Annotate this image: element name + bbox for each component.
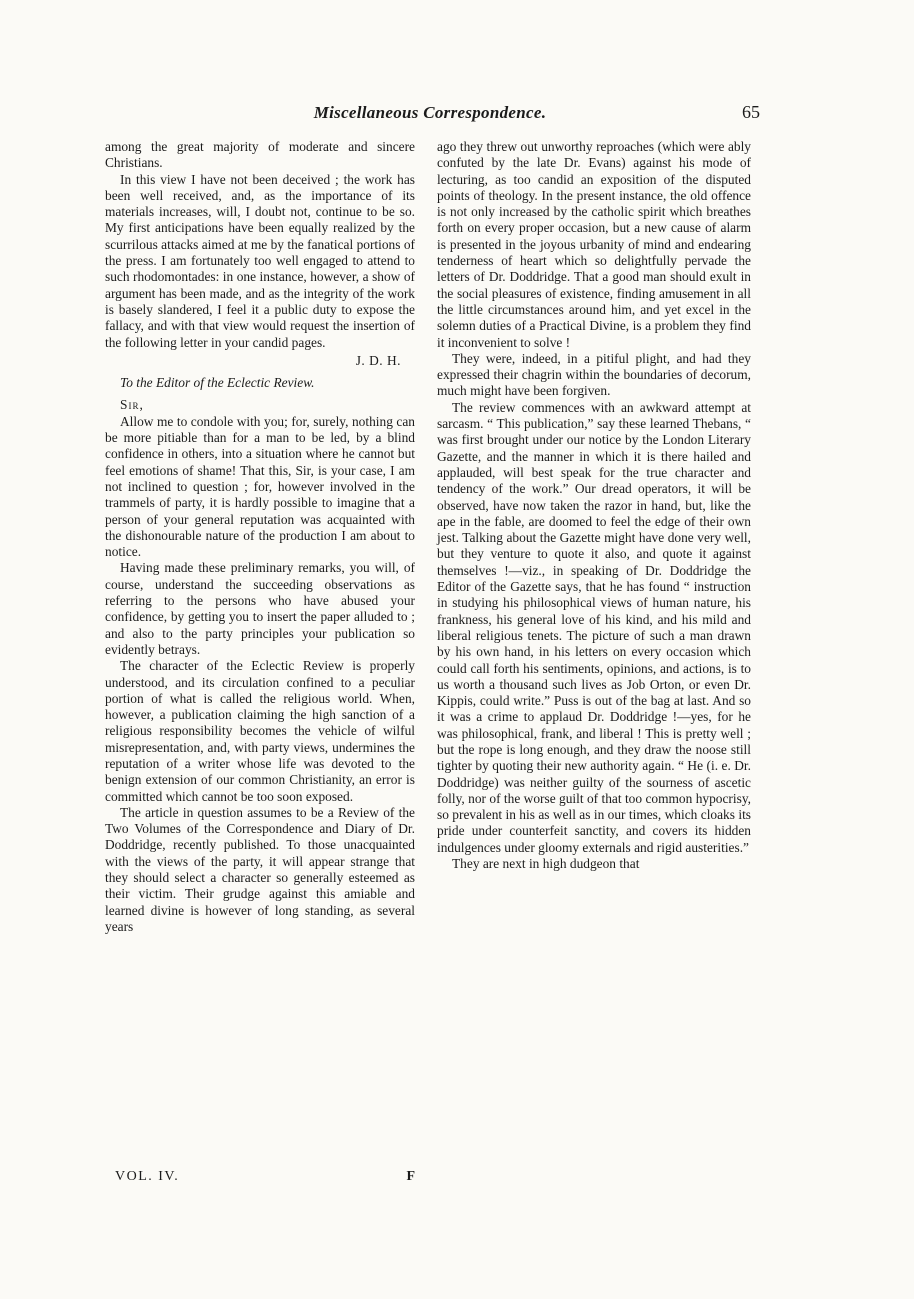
paragraph: Having made these preliminary remarks, you will, of course, understand the succeeding observations as referring to the persons who have abused your confidence, by getting you to insert the paper alluded to ; and also to the party principles your publication so evidently betrays. [105, 560, 415, 657]
left-column [105, 139, 415, 935]
paragraph: In this view I have not been deceived ; the work has been well received, and, as the importance of its materials increases, will, I doubt not, continue to be so. My first anticipations have been equally realized by the scurrilous attacks aimed at me by the fanatical portions of the press. I am fortunately too well engaged to attend to such rhodomontades: in one instance, however, a show of argument has been made, and as the integrity of the work is basely slandered, I feel it a public duty to expose the fallacy, and with that view would request the insertion of the following letter in your candid pages. [105, 171, 415, 350]
paragraph: The character of the Eclectic Review is properly understood, and its circulation confined to a peculiar portion of what is called the religious world. When, however, a publication claiming the high sanction of a religious responsibility becomes the vehicle of wilful misrepresentation, and, with party views, undermines the reputation of a writer whose life was devoted to the benign extension of our common Christianity, an error is committed which cannot be too soon exposed. [105, 658, 415, 804]
page-footer [105, 1169, 415, 1189]
paragraph-continued: ago they threw out unworthy reproaches (which were ably confuted by the late Dr. Evans) against his mode of lecturing, as too candid an exposition of the disputed points of theology. In the present instance, the old offence is not only increased by the catholic spirit which breathes forth on every proper occasion, but a new cause of alarm is presented in the joyous urbanity of mind and endearing tenderness of heart which so delightfully pervade the letters of Dr. Doddridge. That a good man should exult in the social pleasures of existence, finding amusement in all the little circumstances around him, and yet excel in the solemn duties of a Practical Divine, is a problem they find it inconvenient to solve ! [437, 139, 751, 350]
paragraph: The article in question assumes to be a Review of the Two Volumes of the Correspondence and Diary of Dr. Doddridge, recently published. To those unacquainted with the views of the party, it will appear strange that they should select a character so generally esteemed as their victim. Their grudge against this amiable and learned divine is however of long standing, as several years [105, 804, 415, 934]
paragraph-continued: among the great majority of moderate and sincere Christians. [105, 139, 415, 171]
volume-label: VOL. IV. [115, 1169, 180, 1184]
signature-mark: F [406, 1169, 415, 1184]
right-column [437, 139, 751, 872]
author-signature: J. D. H. [355, 352, 401, 368]
paragraph: The review commences with an awkward attempt at sarcasm. “ This publication,” say these learned Thebans, “ was first brought under our notice by the London Literary Gazette, and the manner in which it is there hailed and applauded, will best speak for the true character and tendency of the work.” Our dread operators, it will be observed, have now taken the razor in hand, but, like the ape in the fable, are doomed to feel the edge of their own jest. Talking about the Gazette might have done very well, but they venture to quote it also, and quote it against themselves !—viz., in speaking of Dr. Doddridge the Editor of the Gazette says, that he has found “ instruction in studying his philosophical views of human nature, his frankness, his general love of his kind, and his mild and liberal religious tenets. The picture of such a man drawn by his own hand, in his letters on every occasion which could call forth his sentiments, opinions, and actions, is to us worth a thousand such lives as Job Orton, or even Dr. Kippis, could write.” Puss is out of the bag at last. And so it was a crime to applaud Dr. Doddridge !—yes, for he was philosophical, frank, and liberal ! This is pretty well ; but the rope is long enough, and they draw the noose still tighter by quoting their new authority again. “ He (i. e. Dr. Doddridge) was neither guilty of the sourness of ascetic folly, nor of the worse guilt of that too common hypocrisy, so prevalent in his as well as in our times, which cloaks its pride under counterfeit sanctity, and covers its hidden indulgences under gloomy externals and rigid austerities.” [437, 399, 751, 855]
running-title: Miscellaneous Correspondence. [313, 103, 547, 122]
paragraph: They were, indeed, in a pitiful plight, and had they expressed their chagrin within the boundaries of decorum, much might have been forgiven. [437, 350, 751, 399]
letter-salutation: Sir, [120, 397, 144, 413]
paragraph: They are next in high dudgeon that [452, 856, 640, 872]
running-head [100, 103, 760, 127]
letter-addressee: To the Editor of the Eclectic Review. [120, 375, 315, 391]
page-number: 65 [742, 102, 760, 122]
paragraph: Allow me to condole with you; for, surely, nothing can be more pitiable than for a man to be led, by a blind confidence in others, into a situation where he cannot but feel emotions of shame! That this, Sir, is your case, I am not inclined to question ; for, however involved in the trammels of party, it is hardly possible to imagine that a person of your general reputation was acquainted with the dishonourable nature of the production I am about to notice. [105, 413, 415, 560]
